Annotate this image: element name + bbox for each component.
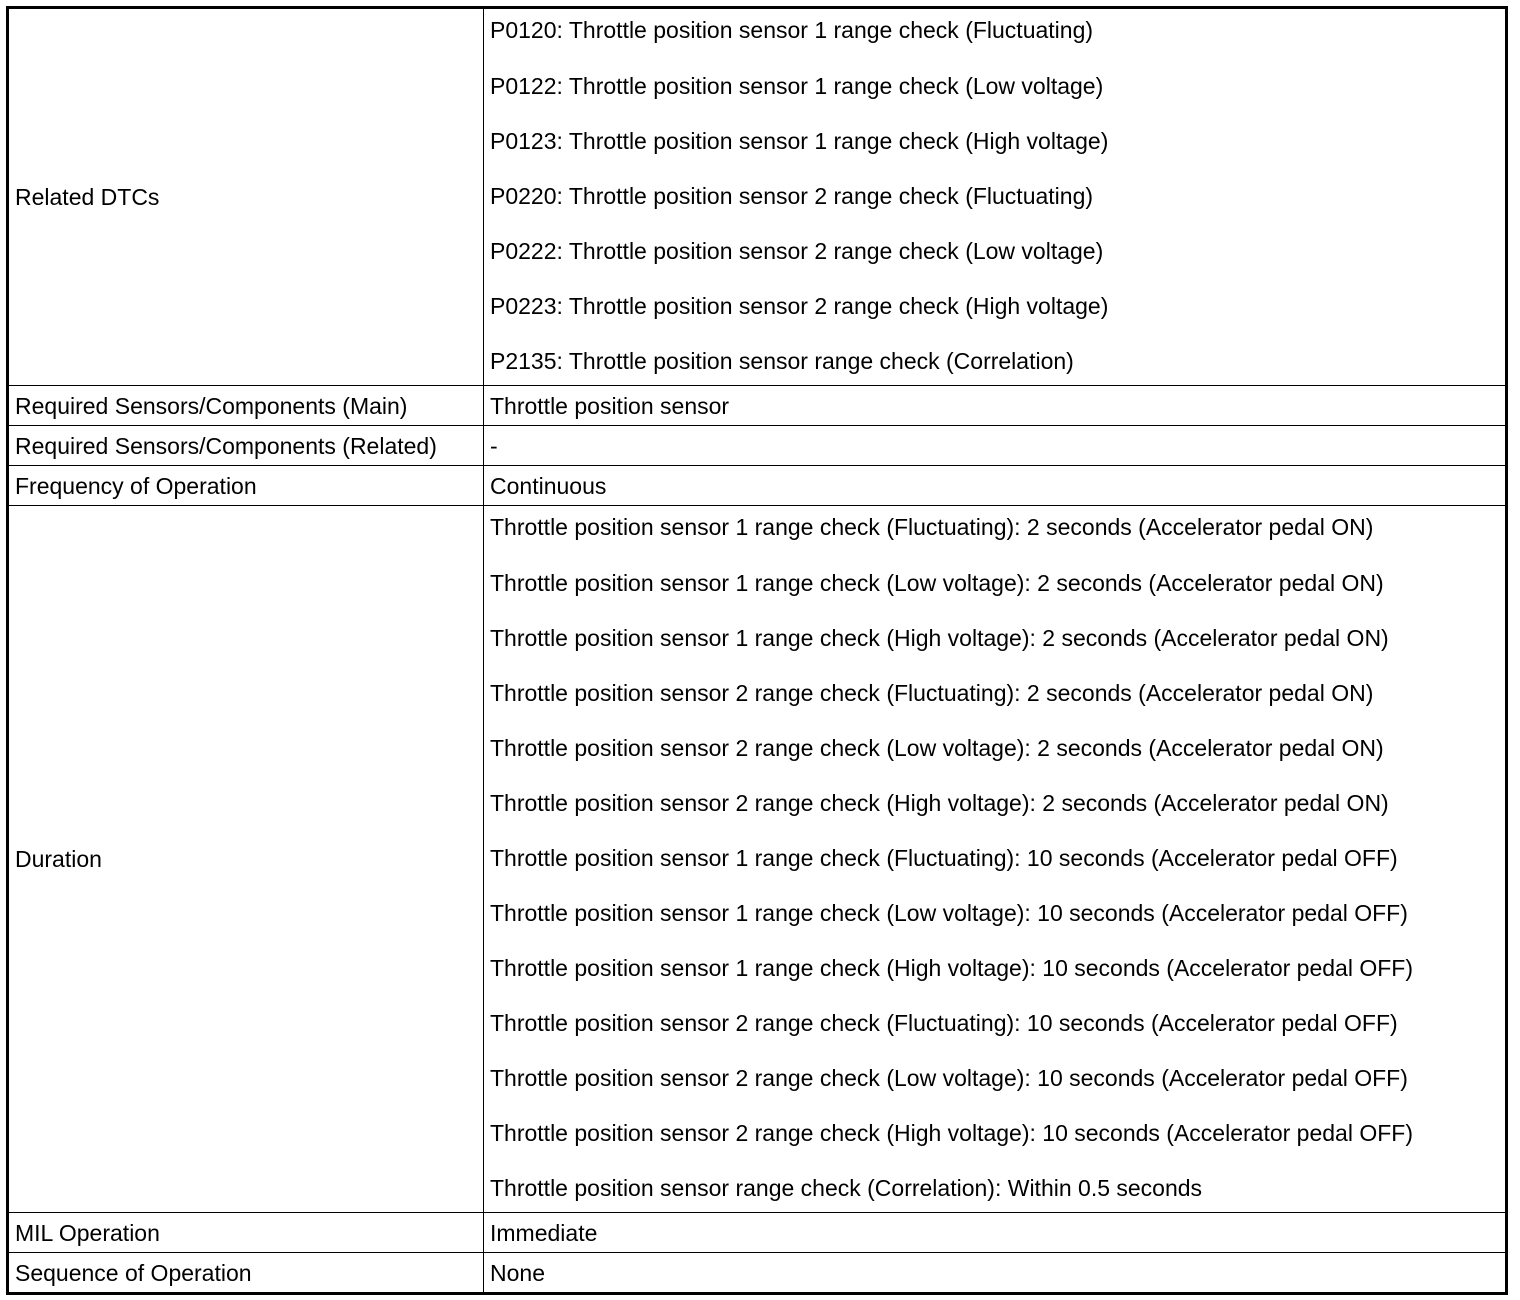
duration-item: Throttle position sensor 1 range check (Low voltage): 10 seconds (Accelerator pedal OFF) <box>490 900 1408 926</box>
duration-item: Throttle position sensor 2 range check (Fluctuating): 10 seconds (Accelerator pedal OFF) <box>490 1010 1398 1036</box>
duration-item: Throttle position sensor 2 range check (High voltage): 10 seconds (Accelerator pedal OFF) <box>490 1120 1413 1146</box>
dtc-item: P0122: Throttle position sensor 1 range check (Low voltage) <box>490 73 1104 99</box>
table-row-sequence <box>8 1253 1507 1294</box>
duration-item: Throttle position sensor 2 range check (Low voltage): 2 seconds (Accelerator pedal ON) <box>490 735 1384 761</box>
table-row-frequency <box>8 466 1507 506</box>
row-label: Required Sensors/Components (Main) <box>8 386 484 426</box>
row-label: Duration <box>8 506 484 1213</box>
duration-item: Throttle position sensor 2 range check (Fluctuating): 2 seconds (Accelerator pedal ON) <box>490 680 1374 706</box>
duration-item: Throttle position sensor range check (Correlation): Within 0.5 seconds <box>490 1175 1203 1201</box>
row-value: Continuous <box>484 466 1507 506</box>
row-value: Immediate <box>484 1213 1507 1253</box>
row-value: None <box>484 1253 1507 1294</box>
row-value: - <box>484 426 1507 466</box>
dtc-item: P0222: Throttle position sensor 2 range check (Low voltage) <box>490 238 1104 264</box>
dtc-item: P0220: Throttle position sensor 2 range check (Fluctuating) <box>490 183 1094 209</box>
duration-item: Throttle position sensor 1 range check (Fluctuating): 10 seconds (Accelerator pedal OFF) <box>490 845 1398 871</box>
duration-item: Throttle position sensor 1 range check (Low voltage): 2 seconds (Accelerator pedal ON) <box>490 570 1384 596</box>
row-label: MIL Operation <box>8 1213 484 1253</box>
duration-item: Throttle position sensor 1 range check (High voltage): 2 seconds (Accelerator pedal ON) <box>490 625 1389 651</box>
row-label: Sequence of Operation <box>8 1253 484 1294</box>
row-label: Frequency of Operation <box>8 466 484 506</box>
dtc-item: P2135: Throttle position sensor range check (Correlation) <box>490 348 1074 374</box>
table-row-related-dtcs <box>8 8 1507 386</box>
row-value-list <box>484 506 1507 1213</box>
dtc-item: P0123: Throttle position sensor 1 range check (High voltage) <box>490 128 1109 154</box>
row-value-list <box>484 8 1507 386</box>
duration-item: Throttle position sensor 1 range check (High voltage): 10 seconds (Accelerator pedal OFF) <box>490 955 1413 981</box>
table-row-duration <box>8 506 1507 1213</box>
dtc-item: P0223: Throttle position sensor 2 range check (High voltage) <box>490 293 1109 319</box>
duration-item: Throttle position sensor 2 range check (Low voltage): 10 seconds (Accelerator pedal OFF) <box>490 1065 1408 1091</box>
duration-item: Throttle position sensor 1 range check (Fluctuating): 2 seconds (Accelerator pedal ON) <box>490 514 1374 540</box>
dtc-item: P0120: Throttle position sensor 1 range check (Fluctuating) <box>490 17 1094 43</box>
table-row-mil-operation <box>8 1213 1507 1253</box>
table-row-sensors-main <box>8 386 1507 426</box>
duration-item: Throttle position sensor 2 range check (High voltage): 2 seconds (Accelerator pedal ON) <box>490 790 1389 816</box>
row-label: Related DTCs <box>8 8 484 386</box>
table-row-sensors-related <box>8 426 1507 466</box>
monitor-spec-table <box>6 6 1508 1295</box>
row-label: Required Sensors/Components (Related) <box>8 426 484 466</box>
row-value: Throttle position sensor <box>484 386 1507 426</box>
